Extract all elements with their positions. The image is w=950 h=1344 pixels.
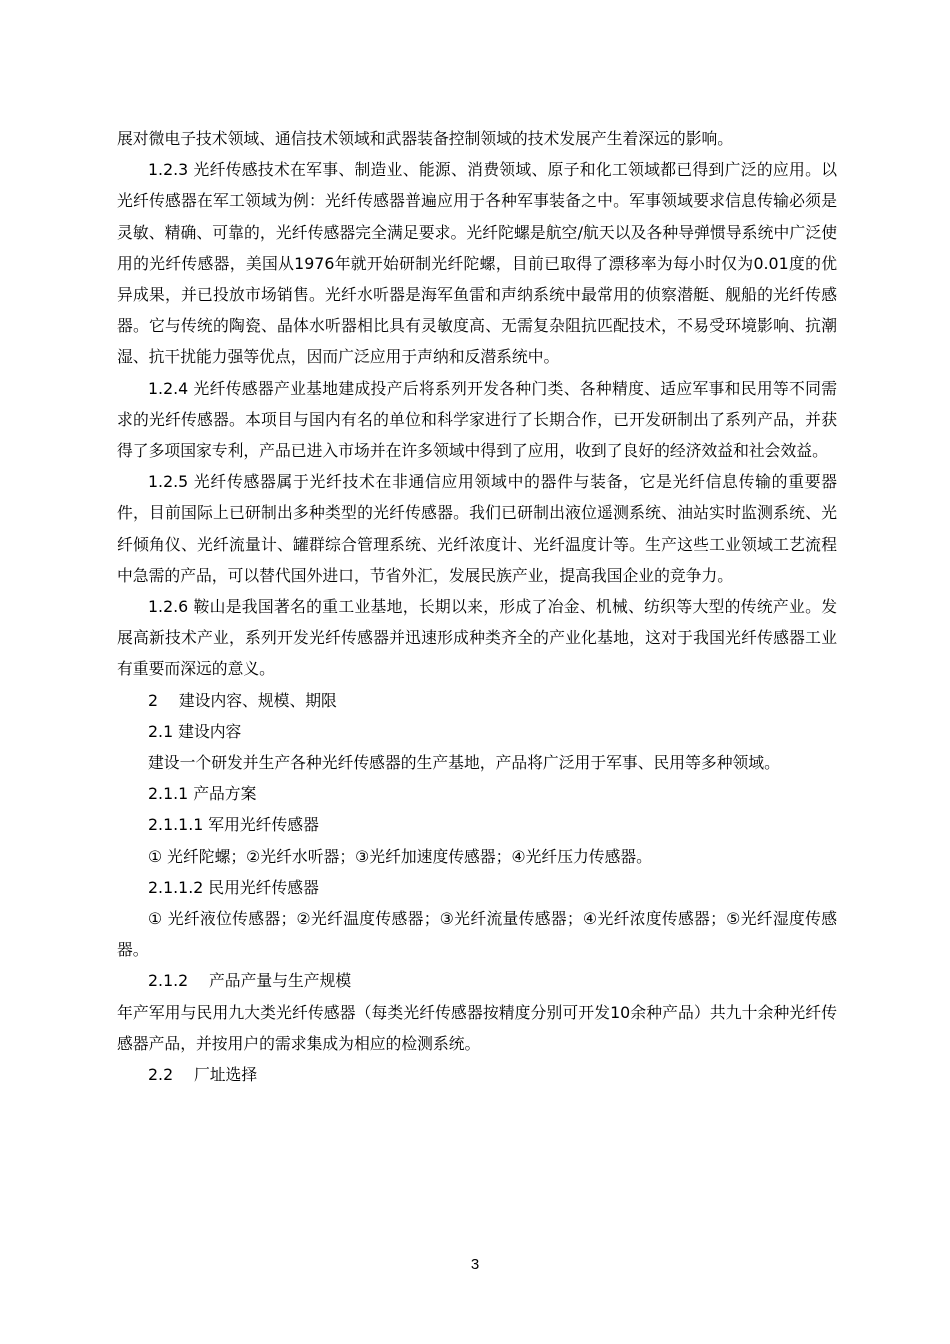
paragraph-2-1-body: 建设一个研发并生产各种光纤传感器的生产基地，产品将广泛用于军事、民用等多种领域。 (148, 753, 780, 773)
military-sensor-list: ① 光纤陀螺；②光纤水听器；③光纤加速度传感器；④光纤压力传感器。 (148, 846, 652, 866)
section-heading-2-1: 2.1 建设内容 (148, 721, 242, 741)
section-heading-2-1-1: 2.1.1 产品方案 (148, 784, 257, 804)
paragraph-1-2-6: 1.2.6 鞍山是我国著名的重工业基地，长期以来，形成了冶金、机械、纺织等大型的传统产业。发展高新技术产业，系列开发光纤传感器并迅速形成种类齐全的产业化基地，这对于我国光纤传感器工业有重要而深远的意义。 (117, 597, 837, 679)
section-heading-2-1-2: 2.1.2 产品产量与生产规模 (148, 971, 352, 991)
section-heading-2: 2 建设内容、规模、期限 (148, 690, 337, 710)
page-number: 3 (470, 1256, 480, 1273)
paragraph-1-2-4: 1.2.4 光纤传感器产业基地建成投产后将系列开发各种门类、各种精度、适应军事和民用等不同需求的光纤传感器。本项目与国内有名的单位和科学家进行了长期合作，已开发研制出了系列产品，并获得了多项国家专利，产品已进入市场并在许多领域中得到了应用，收到了良好的经济效益和社会效益。 (117, 378, 837, 461)
paragraph-1-2-3: 1.2.3 光纤传感技术在军事、制造业、能源、消费领域、原子和化工领域都已得到广泛的应用。以光纤传感器在军工领域为例：光纤传感器普遍应用于各种军事装备之中。军事领域要求信息传输必须是灵敏、精确、可靠的，光纤传感器完全满足要求。光纤陀螺是航空/航天以及各种导弹惯导系统中广泛使用的光纤传感器，美国从1976年就开始研制光纤陀螺，目前已取得了漂移率为每小时仅为0.01度的优异成果，并已投放市场销售。光纤水听器是海军鱼雷和声纳系统中最常用的侦察潜艇、舰船的光纤传感器。它与传统的陶瓷、晶体水听器相比具有灵敏度高、无需复杂阻抗匹配技术，不易受环境影响、抗潮湿、抗干扰能力强等优点，因而广泛应用于声纳和反潜系统中。 (117, 160, 837, 367)
paragraph-continuation: 展对微电子技术领域、通信技术领域和武器装备控制领域的技术发展产生着深远的影响。 (117, 129, 734, 148)
document-body (117, 123, 837, 1090)
section-heading-2-2: 2.2 厂址选择 (148, 1065, 258, 1085)
section-heading-2-1-1-1: 2.1.1.1 军用光纤传感器 (148, 815, 319, 835)
section-heading-2-1-1-2: 2.1.1.2 民用光纤传感器 (148, 877, 319, 897)
paragraph-production-scale: 年产军用与民用九大类光纤传感器（每类光纤传感器按精度分别可开发10余种产品）共九十余种光纤传感器产品，并按用户的需求集成为相应的检测系统。 (117, 1002, 837, 1053)
paragraph-1-2-5: 1.2.5 光纤传感器属于光纤技术在非通信应用领域中的器件与装备，它是光纤信息传输的重要器件，目前国际上已研制出多种类型的光纤传感器。我们已研制出液位遥测系统、油站实时监测系统、光纤倾角仪、光纤流量计、罐群综合管理系统、光纤浓度计、光纤温度计等。生产这些工业领域工艺流程中急需的产品，可以替代国外进口，节省外汇，发展民族产业，提高我国企业的竞争力。 (117, 472, 837, 585)
civil-sensor-list: ① 光纤液位传感器；②光纤温度传感器；③光纤流量传感器；④光纤浓度传感器；⑤光纤湿度传感器。 (117, 909, 837, 960)
